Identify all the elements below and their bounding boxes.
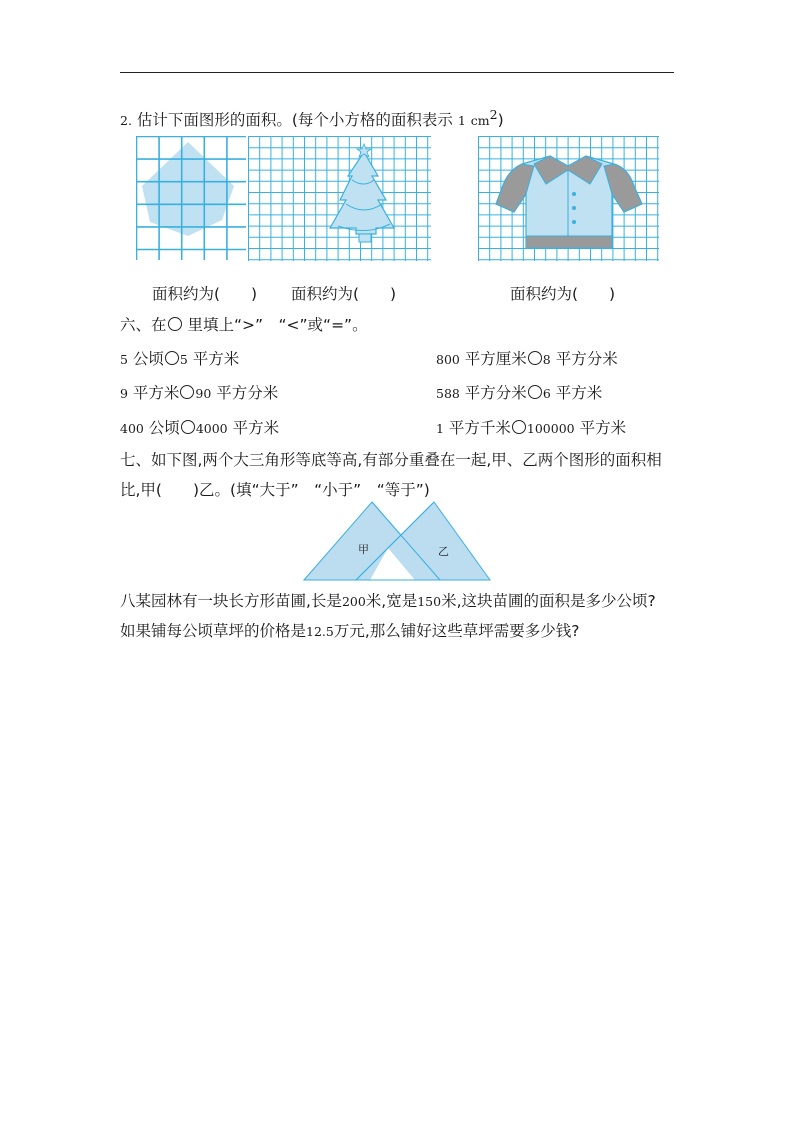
label-jia: 甲 — [358, 543, 369, 556]
caption-figure-3: 面积约为( ) — [510, 285, 616, 303]
answer-circle[interactable] — [165, 351, 179, 365]
q6-title: 六、在 里填上“>” “<”或“=”。 — [120, 316, 368, 334]
q6-row-1: 5 公顷 5 平方米 800 平方厘米 8 平方分米 — [120, 350, 618, 368]
answer-circle[interactable] — [528, 385, 542, 399]
triangles-figure — [300, 500, 494, 584]
answer-circle[interactable] — [180, 385, 194, 399]
figure-tree-grid — [248, 136, 432, 262]
caption-figure-2: 面积约为( ) — [291, 285, 397, 303]
answer-circle[interactable] — [528, 351, 542, 365]
q7-line-2: 比,甲( )乙。(填“大于” “小于” “等于”) — [120, 481, 430, 499]
header-rule — [120, 72, 674, 73]
q8-line-2: 如果铺每公顷草坪的价格是12.5万元,那么铺好这些草坪需要多少钱? — [120, 622, 580, 640]
caption-figure-1: 面积约为( ) — [152, 285, 258, 303]
q6-row-3: 400 公顷 4000 平方米 1 平方千米 100000 平方米 — [120, 419, 627, 437]
figure-jacket-grid — [478, 136, 660, 262]
q7-line-1: 七、如下图,两个大三角形等底等高,有部分重叠在一起,甲、乙两个图形的面积相 — [120, 451, 662, 469]
jacket-icon — [496, 156, 642, 248]
q6-row-2: 9 平方米 90 平方分米 588 平方分米 6 平方米 — [120, 384, 603, 402]
figure-diamond-grid — [136, 136, 248, 262]
label-yi: 乙 — [438, 545, 449, 558]
answer-circle[interactable] — [512, 420, 526, 434]
q2-title: 2. 估计下面图形的面积。(每个小方格的面积表示 1 $cm^2$) — [120, 107, 504, 130]
answer-circle[interactable] — [181, 420, 195, 434]
q8-line-1: 八某园林有一块长方形苗圃,长是200米,宽是150米,这块苗圃的面积是多少公顷? — [120, 592, 656, 610]
circle-icon — [168, 317, 182, 331]
